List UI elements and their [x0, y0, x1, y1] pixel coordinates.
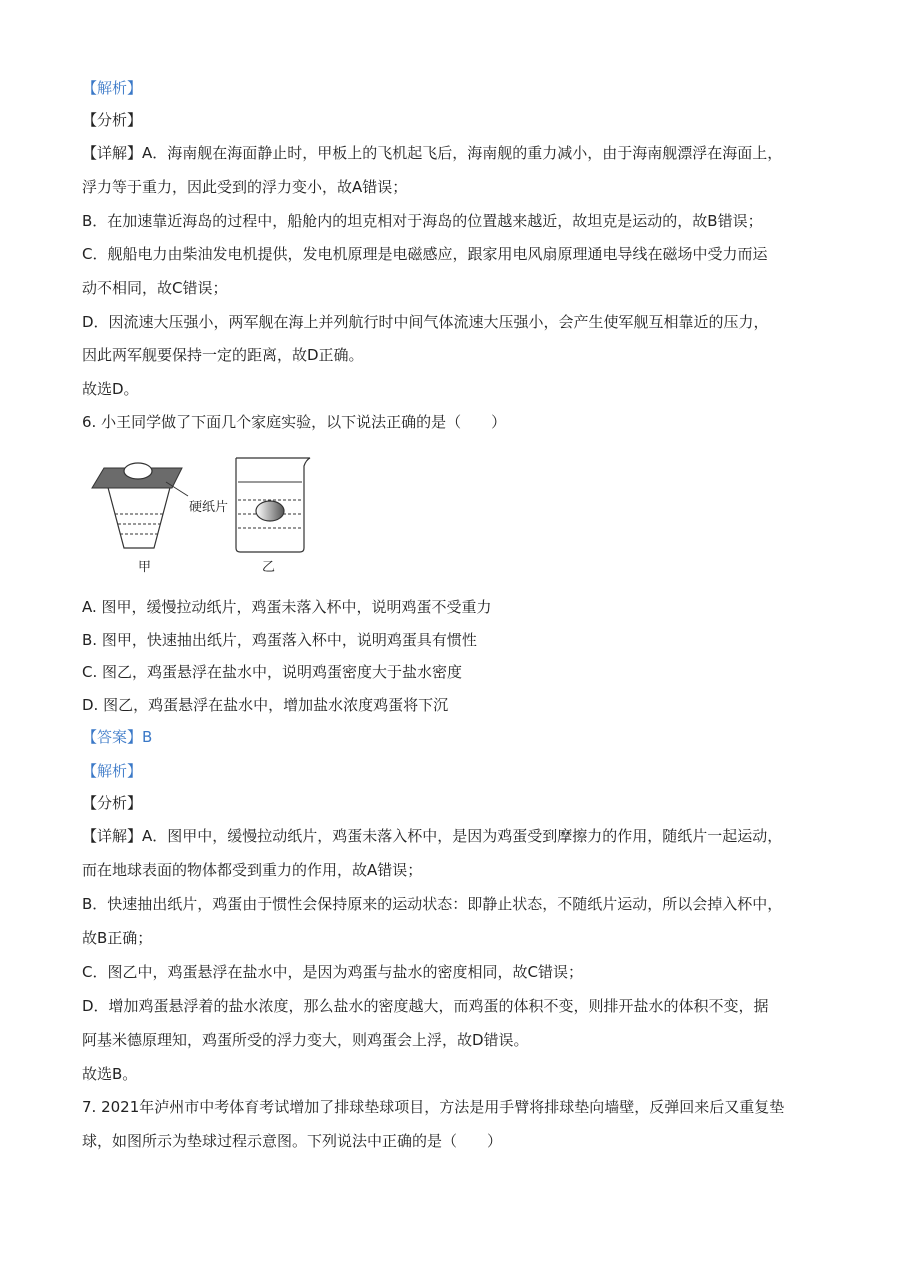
label-cardboard: 硬纸片 [189, 500, 229, 515]
text-line-q6-C: C．图乙中，鸡蛋悬浮在盐水中，是因为鸡蛋与盐水的密度相同，故C错误； [82, 963, 583, 981]
label-figure-jia: 甲 [138, 560, 152, 575]
text-line-q6-optD: D. 图乙，鸡蛋悬浮在盐水中，增加盐水浓度鸡蛋将下沉 [82, 696, 449, 714]
text-line-q5-D1: D．因流速大压强小，两军舰在海上并列航行时中间气体流速大压强小，会产生使军舰互相靠近的压力， [82, 313, 769, 331]
label-figure-yi: 乙 [262, 560, 276, 575]
text-line-q7-stem2: 球，如图所示为垫球过程示意图。下列说法中正确的是（ ） [82, 1132, 503, 1150]
text-line-jiexi-2: 【解析】 [82, 762, 143, 780]
text-line-q5-A2: 浮力等于重力，因此受到的浮力变小，故A错误； [82, 178, 408, 196]
text-line-fenxi-1: 【分析】 [82, 111, 143, 129]
text-line-q6-A2: 而在地球表面的物体都受到重力的作用，故A错误； [82, 861, 423, 879]
text-line-q6-D2: 阿基米德原理知，鸡蛋所受的浮力变大，则鸡蛋会上浮，故D错误。 [82, 1031, 529, 1049]
experiment-figure [86, 452, 326, 582]
text-line-q5-D2: 因此两军舰要保持一定的距离，故D正确。 [82, 346, 364, 364]
text-line-q6-D1: D．增加鸡蛋悬浮着的盐水浓度，那么盐水的密度越大，而鸡蛋的体积不变，则排开盐水的体积不变，据 [82, 997, 769, 1015]
text-line-q5-B: B．在加速靠近海岛的过程中，船舱内的坦克相对于海岛的位置越来越近，故坦克是运动的，故B错误； [82, 212, 763, 230]
egg-jia [124, 463, 152, 479]
text-line-q6-B1: B．快速抽出纸片，鸡蛋由于惯性会保持原来的运动状态：即静止状态，不随纸片运动，所以会掉入杯中， [82, 895, 783, 913]
egg-yi [256, 501, 284, 521]
text-line-q5-choose: 故选D。 [82, 380, 139, 398]
text-line-fenxi-2: 【分析】 [82, 794, 143, 812]
text-line-q6-choose: 故选B。 [82, 1065, 138, 1083]
text-line-jiexi-1: 【解析】 [82, 79, 143, 97]
text-line-q6-B2: 故B正确； [82, 929, 153, 947]
text-line-q6-answer: 【答案】B [82, 728, 153, 746]
text-line-q5-C2: 动不相同，故C错误； [82, 279, 228, 297]
text-line-q5-A1: 【详解】A．海南舰在海面静止时，甲板上的飞机起飞后，海南舰的重力减小，由于海南舰漂浮在海面上， [82, 144, 783, 162]
text-line-q6-stem: 6. 小王同学做了下面几个家庭实验，以下说法正确的是（ ） [82, 413, 507, 431]
text-line-q6-optC: C. 图乙，鸡蛋悬浮在盐水中，说明鸡蛋密度大于盐水密度 [82, 663, 463, 681]
text-line-q7-stem1: 7. 2021年泸州市中考体育考试增加了排球垫球项目，方法是用手臂将排球垫向墙壁，反弹回来后又重复垫 [82, 1098, 785, 1116]
text-line-q6-A1: 【详解】A．图甲中，缓慢拉动纸片，鸡蛋未落入杯中，是因为鸡蛋受到摩擦力的作用，随纸片一起运动， [82, 827, 783, 845]
text-line-q6-optA: A. 图甲，缓慢拉动纸片，鸡蛋未落入杯中，说明鸡蛋不受重力 [82, 598, 492, 616]
text-line-q6-optB: B. 图甲，快速抽出纸片，鸡蛋落入杯中，说明鸡蛋具有惯性 [82, 631, 477, 649]
experiment-diagram [86, 452, 326, 582]
text-line-q5-C1: C．舰船电力由柴油发电机提供，发电机原理是电磁感应，跟家用电风扇原理通电导线在磁场中受力而运 [82, 245, 768, 263]
